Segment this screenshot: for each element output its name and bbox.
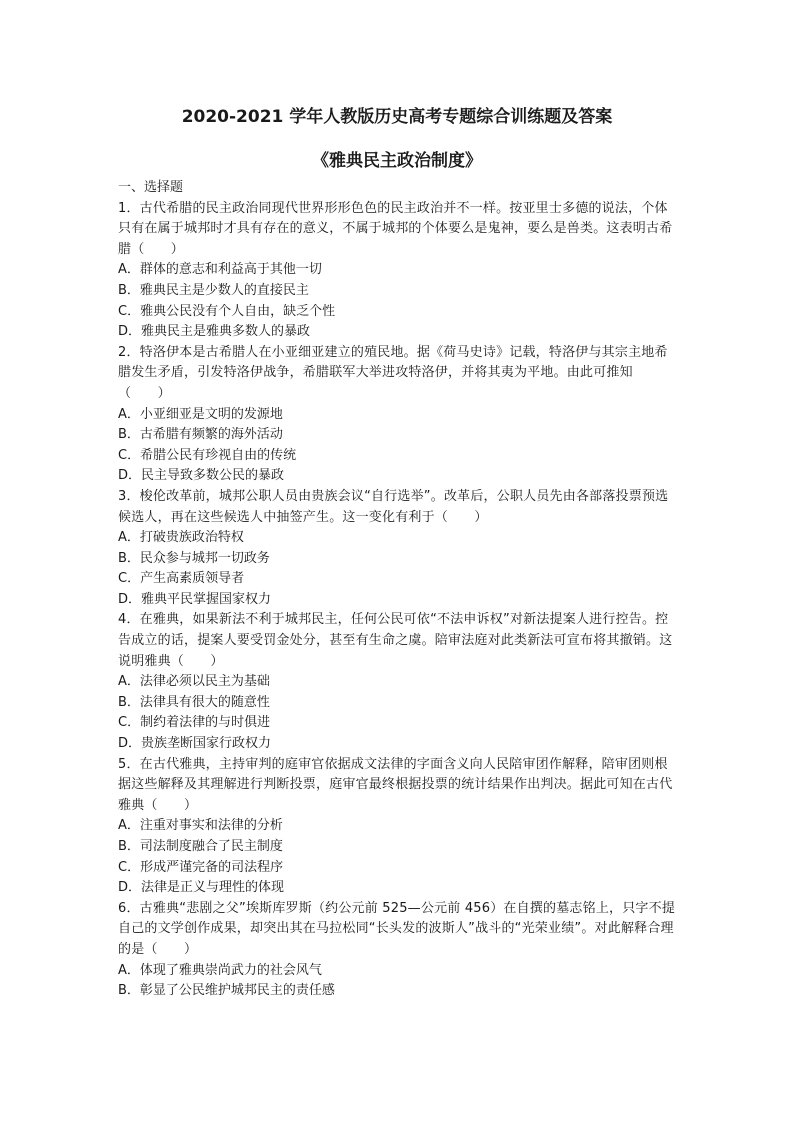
question-stem: 1．古代希腊的民主政治同现代世界形形色色的民主政治并不一样。按亚里士多德的说法，个体只有在属于城邦时才具有存在的意义，不属于城邦的个体要么是鬼神，要么是兽类。这表明古希腊（ ） (118, 200, 673, 257)
option-d: D．民主导致多数公民的暴政 (118, 468, 285, 484)
option-b: B．雅典民主是少数人的直接民主 (118, 282, 309, 298)
document-title: 2020-2021 学年人教版历史高考专题综合训练题及答案 (181, 107, 613, 127)
option-a: A．打破贵族政治特权 (118, 530, 244, 546)
question-4 (118, 610, 676, 754)
option-a: A．体现了雅典崇尚武力的社会风气 (118, 962, 322, 978)
option-d: D．贵族垄断国家行政权力 (118, 736, 272, 752)
question-stem: 5．在古代雅典，主持审判的庭审官依据成文法律的字面含义向人民陪审团作解释，陪审团则根据这些解释及其理解进行判断投票，庭审官最终根据投票的统计结果作出判决。据此可知在古代雅典（ ） (118, 756, 673, 813)
question-5 (118, 755, 676, 899)
option-b: B．司法制度融合了民主制度 (118, 839, 283, 854)
question-1 (118, 199, 676, 343)
question-2 (118, 343, 676, 487)
option-c: C．希腊公民有珍视自由的传统 (118, 447, 297, 463)
option-d: D．雅典民主是雅典多数人的暴政 (118, 324, 311, 340)
option-a: A．注重对事实和法律的分析 (118, 818, 283, 834)
option-c: C．制约着法律的与时俱进 (118, 715, 271, 731)
question-stem: 3．梭伦改革前，城邦公职人员由贵族会议“自行选举”。改革后，公职人员先由各部落投票预选候选人，再在这些候选人中抽签产生。这一变化有利于（ ） (118, 488, 669, 525)
document-subtitle: 《雅典民主政治制度》 (312, 151, 482, 171)
option-b: B．彰显了公民维护城邦民主的责任感 (118, 983, 335, 999)
question-stem: 4．在雅典，如果新法不利于城邦民主，任何公民可依“不法申诉权”对新法提案人进行控告。控告成立的话，提案人要受罚金处分，甚至有生命之虞。陪审法庭对此类新法可宣布将其撤销。这说明雅典（ ） (118, 612, 673, 669)
section-heading: 一、选择题 (118, 180, 184, 195)
option-a: A．群体的意志和利益高于其他一切 (118, 262, 322, 278)
option-d: D．法律是正义与理性的体现 (118, 880, 285, 896)
option-c: C．形成严谨完备的司法程序 (118, 859, 284, 875)
option-d: D．雅典平民掌握国家权力 (118, 591, 272, 607)
option-a: A．法律必须以民主为基础 (118, 674, 270, 690)
question-3 (118, 487, 676, 611)
question-stem: 2．特洛伊本是古希腊人在小亚细亚建立的殖民地。据《荷马史诗》记载，特洛伊与其宗主地希腊发生矛盾，引发特洛伊战争，希腊联军大举进攻特洛伊，并将其夷为平地。由此可推知（ ） (118, 344, 668, 401)
option-b: B．古希腊有频繁的海外活动 (118, 427, 283, 443)
option-c: C．产生高素质领导者 (118, 571, 245, 587)
option-c: C．雅典公民没有个人自由，缺乏个性 (118, 303, 336, 319)
option-a: A．小亚细亚是文明的发源地 (118, 406, 283, 422)
option-b: B．民众参与城邦一切政务 (118, 550, 270, 566)
option-b: B．法律具有很大的随意性 (118, 694, 270, 710)
question-6 (118, 899, 676, 1002)
question-stem: 6．古雅典“悲剧之父”埃斯库罗斯（约公元前 525—公元前 456）在自撰的墓志铭上，只字不提自己的文学创作成果，却突出其在马拉松同“长头发的波斯人”战斗的“光荣业绩”。对此解释合理的是（ ） (118, 900, 676, 957)
